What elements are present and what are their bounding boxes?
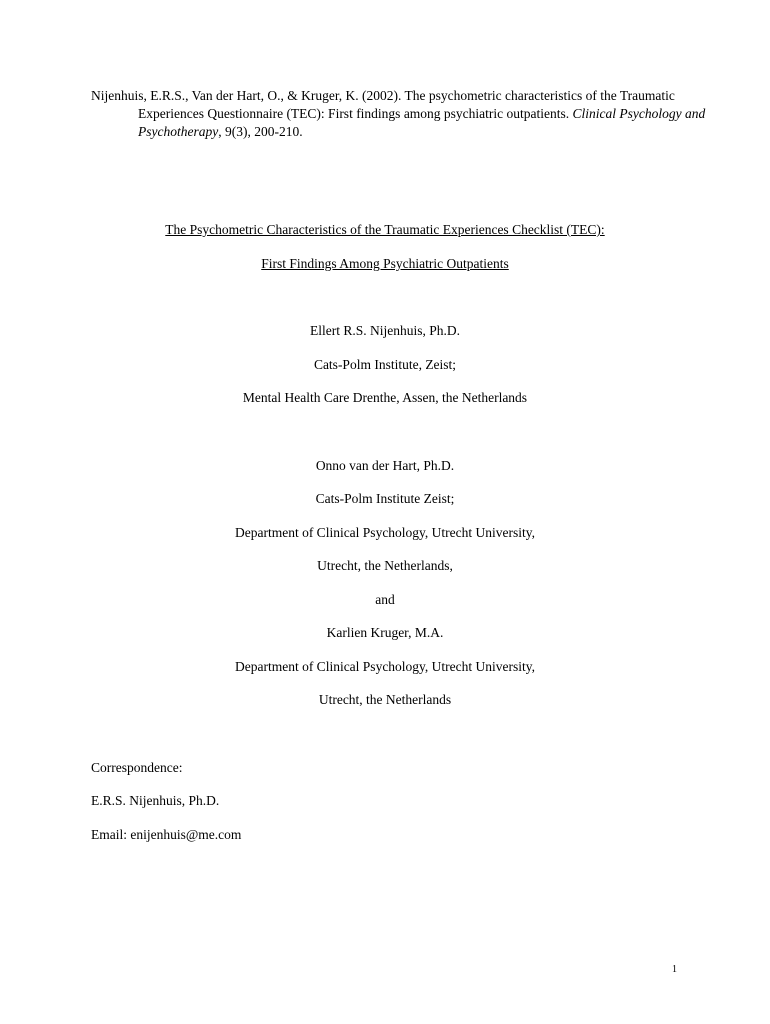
author2-affiliation-3: Utrecht, the Netherlands, [317, 558, 453, 573]
author1-affiliation-1: Cats-Polm Institute, Zeist; [313, 357, 457, 372]
citation-authors-title: Nijenhuis, E.R.S., Van der Hart, O., & Kruger, K. (2002). The psychometric characteristics of the Traumatic Experiences Questionnaire (TEC): First findings among psychiatric outpatients. [91, 88, 675, 121]
page-number: 1 [672, 964, 677, 975]
correspondence-email: Email: enijenhuis@me.com [91, 827, 242, 842]
author2-affiliation-2: Department of Clinical Psychology, Utrecht University, [234, 525, 536, 540]
citation [91, 87, 738, 141]
correspondence-label: Correspondence: [91, 760, 183, 775]
author3-affiliation-2: Utrecht, the Netherlands [318, 692, 452, 707]
citation-journal: Clinical Psychology and Psychotherapy [138, 106, 706, 139]
author2-affiliation-1: Cats-Polm Institute Zeist; [315, 491, 455, 506]
author1-affiliation-2: Mental Health Care Drenthe, Assen, the Netherlands [242, 390, 528, 405]
author3-name: Karlien Kruger, M.A. [326, 625, 444, 640]
paper-title-line-1: The Psychometric Characteristics of the Traumatic Experiences Checklist (TEC): [165, 222, 605, 237]
author1-name: Ellert R.S. Nijenhuis, Ph.D. [309, 323, 460, 338]
author3-affiliation-1: Department of Clinical Psychology, Utrecht University, [234, 659, 536, 674]
paper-title-line-2: First Findings Among Psychiatric Outpatients [261, 256, 509, 271]
author-conjunction: and [375, 592, 395, 607]
correspondence-name: E.R.S. Nijenhuis, Ph.D. [91, 793, 220, 808]
author2-name: Onno van der Hart, Ph.D. [315, 458, 455, 473]
citation-volume-pages: , 9(3), 200-210. [218, 124, 303, 139]
